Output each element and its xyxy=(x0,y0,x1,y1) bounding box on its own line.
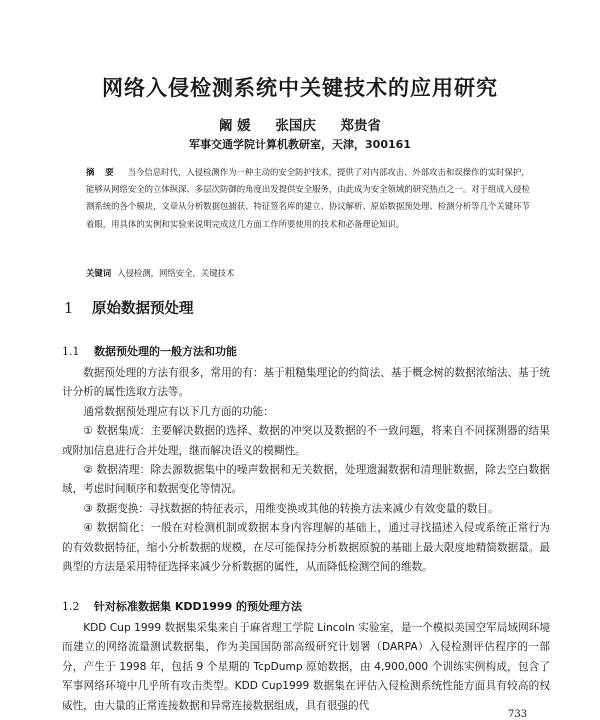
section-1-2-body xyxy=(62,619,550,716)
section-title: 原始数据预处理 xyxy=(92,301,194,317)
paragraph: KDD Cup 1999 数据集采集来自于麻省理工学院 Lincoln 实验室，是一个模拟美国空军局域网环境而建立的网络流量测试数据集，作为美国国防部高级研究计划署（DARPA）入侵检测评估程序的一部分，产生于 1998 年，包括 9 个星期的 TcpDump 原始数据，由 4,900,000 个训练实例构成，包含了军事网络环境中几乎所有攻击类型。KDD Cup1999 数据集在评估入侵检测系统性能方面具有较高的权威性，由大量的正常连接数据和异常连接数据组成，具有很强的代 xyxy=(62,622,550,712)
paper-title: 网络入侵检测系统中关键技术的应用研究 xyxy=(102,76,498,100)
keywords-label: 关键词 xyxy=(86,268,112,278)
keywords xyxy=(86,266,534,280)
author-name: 张国庆 xyxy=(275,118,316,134)
author-name: 郑贵省 xyxy=(340,118,382,134)
author-list xyxy=(0,114,600,134)
subsection-number: 1.1 xyxy=(62,345,80,358)
abstract-label: 摘 要 xyxy=(86,167,118,177)
subsection-title: 数据预处理的一般方法和功能 xyxy=(94,345,237,358)
section-number: 1 xyxy=(64,301,74,317)
keywords-text: 入侵检测，网络安全，关键技术 xyxy=(117,268,235,278)
section-1-1-body xyxy=(62,364,550,577)
paragraph: ② 数据清理：除去源数据集中的噪声数据和无关数据，处理遗漏数据和清理脏数据，除去空白数据域，考虑时间顺序和数据变化等情况。 xyxy=(62,464,550,496)
paragraph: 数据预处理的方法有很多，常用的有：基于粗糙集理论的约简法、基于概念树的数据浓缩法、基于统计分析的属性选取方法等。 xyxy=(62,367,550,399)
abstract xyxy=(86,164,534,233)
page-number: 733 xyxy=(508,709,528,720)
author-affiliation: 军事交通学院计算机教研室，天津，300161 xyxy=(189,138,411,151)
section-heading-1 xyxy=(64,297,194,318)
paragraph: 通常数据预处理应有以下几方面的功能： xyxy=(83,405,274,418)
author-name: 阚 媛 xyxy=(218,118,251,134)
paragraph: ① 数据集成：主要解决数据的选择、数据的冲突以及数据的不一致问题，将来自不同探测器的结果或附加信息进行合并处理，继而解决语义的模糊性。 xyxy=(62,425,550,457)
paragraph: ④ 数据简化：一般在对检测机制或数据本身内容理解的基础上，通过寻找描述入侵或系统正常行为的有效数据特征，缩小分析数据的规模，在尽可能保持分析数据原貌的基础上最大限度地精简数据量。最典型的方法是采用特征选择来减少分析数据的属性，从而降低检测空间的维数。 xyxy=(62,522,550,574)
subsection-title: 针对标准数据集 KDD1999 的预处理方法 xyxy=(94,600,303,613)
subsection-heading-1-2 xyxy=(62,598,302,614)
subsection-heading-1-1 xyxy=(62,343,237,359)
abstract-text: 当今信息时代，入侵检测作为一种主动的安全防护技术，提供了对内部攻击、外部攻击和误操作的实时保护，能够从网络安全的立体纵深、多层次防御的角度出发提供安全服务，由此成为安全领域的研究热点之一。对于组成入侵检测系统的各个模块，文章从分析数据包捕获、特征签名库的建立、协议解析、原始数据预处理、检测分析等几个关键环节着眼，用具体的实例和实验来说明完成这几方面工作所要使用的技术和必备理论知识。 xyxy=(86,167,530,229)
paragraph: ③ 数据变换：寻找数据的特征表示，用维变换或其他的转换方法来减少有效变量的数目。 xyxy=(83,502,499,515)
subsection-number: 1.2 xyxy=(62,600,80,613)
